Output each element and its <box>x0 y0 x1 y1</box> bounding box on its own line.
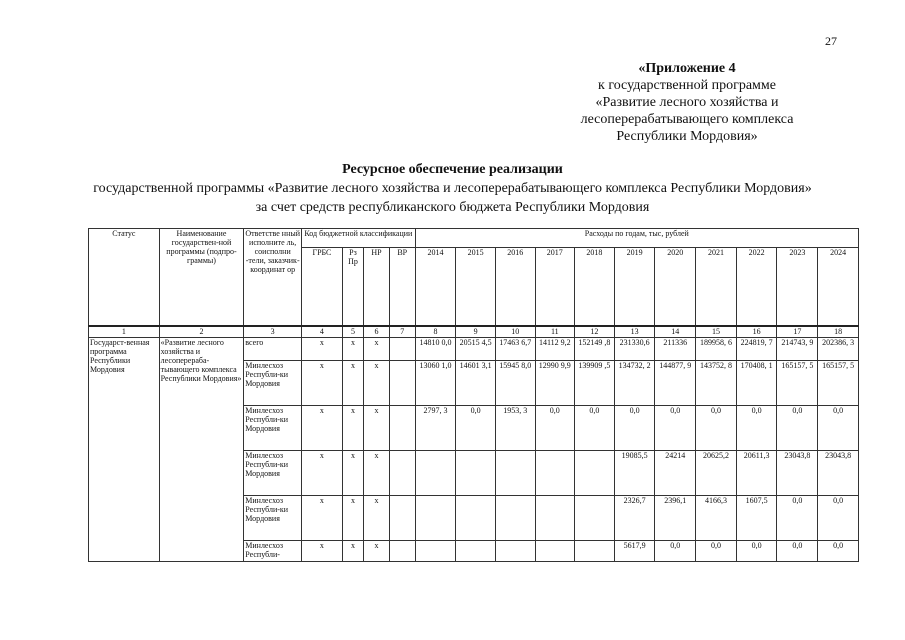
header-year: 2019 <box>614 248 655 327</box>
value-cell: 0,0 <box>575 406 615 451</box>
value-cell: 13060 1,0 <box>415 361 456 406</box>
appendix-line: «Развитие лесного хозяйства и <box>595 95 779 110</box>
code-cell: х <box>302 496 343 541</box>
column-number: 6 <box>364 326 390 338</box>
value-cell: 4166,3 <box>696 496 737 541</box>
value-cell: 14112 9,2 <box>535 338 575 361</box>
code-cell: х <box>302 406 343 451</box>
column-number: 3 <box>244 326 302 338</box>
value-cell: 143752, 8 <box>696 361 737 406</box>
code-cell: х <box>342 541 363 562</box>
appendix-line: Республики Мордовия» <box>616 129 758 144</box>
executor-cell: Минлесхоз Республи-ки Мордовия <box>244 361 302 406</box>
value-cell: 139909 ,5 <box>575 361 615 406</box>
page-number: 27 <box>825 34 837 48</box>
code-cell <box>389 338 415 361</box>
title-main: Ресурсное обеспечение реализации <box>342 162 563 177</box>
value-cell: 152149 ,8 <box>575 338 615 361</box>
value-cell <box>495 451 535 496</box>
header-year: 2022 <box>736 248 777 327</box>
value-cell <box>456 541 496 562</box>
appendix-block <box>537 60 837 145</box>
value-cell: 1953, 3 <box>495 406 535 451</box>
value-cell: 0,0 <box>456 406 496 451</box>
code-cell: х <box>364 361 390 406</box>
code-cell: х <box>364 451 390 496</box>
value-cell <box>415 541 456 562</box>
value-cell: 189958, 6 <box>696 338 737 361</box>
column-number: 4 <box>302 326 343 338</box>
title-line: государственной программы «Развитие лесного хозяйства и лесоперерабатывающего комплекса Республики Мордовия» <box>93 181 812 196</box>
code-cell <box>389 541 415 562</box>
code-cell: х <box>364 541 390 562</box>
value-cell: 2396,1 <box>655 496 696 541</box>
code-cell: х <box>342 496 363 541</box>
value-cell <box>415 496 456 541</box>
column-number: 8 <box>415 326 456 338</box>
code-cell: х <box>342 338 363 361</box>
code-cell <box>389 406 415 451</box>
value-cell <box>495 541 535 562</box>
header-code: ВР <box>389 248 415 327</box>
value-cell <box>456 496 496 541</box>
code-cell: х <box>342 361 363 406</box>
header-year: 2014 <box>415 248 456 327</box>
header-budget-code: Код бюджетной классификации <box>302 229 416 248</box>
value-cell: 0,0 <box>655 541 696 562</box>
header-year: 2016 <box>495 248 535 327</box>
executor-cell: Минлесхоз Республи- <box>244 541 302 562</box>
value-cell: 19085,5 <box>614 451 655 496</box>
appendix-title: «Приложение 4 <box>638 61 736 76</box>
column-number: 12 <box>575 326 615 338</box>
value-cell: 17463 6,7 <box>495 338 535 361</box>
header-year: 2023 <box>777 248 818 327</box>
value-cell <box>535 541 575 562</box>
value-cell: 12990 9,9 <box>535 361 575 406</box>
value-cell <box>535 496 575 541</box>
header-status: Статус <box>89 229 160 327</box>
header-code: НР <box>364 248 390 327</box>
header-year: 2020 <box>655 248 696 327</box>
appendix-line: к государственной программе <box>598 78 776 93</box>
value-cell: 23043,8 <box>818 451 859 496</box>
table-row <box>89 338 859 361</box>
header-year: 2018 <box>575 248 615 327</box>
value-cell <box>415 451 456 496</box>
executor-cell: всего <box>244 338 302 361</box>
value-cell: 20625,2 <box>696 451 737 496</box>
value-cell: 5617,9 <box>614 541 655 562</box>
column-number: 5 <box>342 326 363 338</box>
column-number: 7 <box>389 326 415 338</box>
code-cell: х <box>302 451 343 496</box>
code-cell: х <box>364 338 390 361</box>
value-cell <box>575 496 615 541</box>
status-cell: Государст-венная программа Республики Мордовия <box>89 338 160 562</box>
value-cell: 0,0 <box>696 406 737 451</box>
value-cell: 134732, 2 <box>614 361 655 406</box>
code-cell: х <box>302 541 343 562</box>
value-cell: 0,0 <box>535 406 575 451</box>
value-cell: 24214 <box>655 451 696 496</box>
value-cell: 0,0 <box>736 406 777 451</box>
code-cell: х <box>302 361 343 406</box>
value-cell <box>535 451 575 496</box>
table-body <box>89 229 859 562</box>
column-number: 9 <box>456 326 496 338</box>
code-cell <box>389 496 415 541</box>
column-number: 17 <box>777 326 818 338</box>
program-cell: «Развитие лесного хозяйства и лесоперераба-тывающего комплекса Республики Мордовия» <box>159 338 244 562</box>
value-cell: 0,0 <box>818 496 859 541</box>
column-numbers-row <box>89 326 859 338</box>
header-code: ГРБС <box>302 248 343 327</box>
code-cell: х <box>302 338 343 361</box>
value-cell: 20515 4,5 <box>456 338 496 361</box>
column-number: 16 <box>736 326 777 338</box>
value-cell: 0,0 <box>777 541 818 562</box>
value-cell: 144877, 9 <box>655 361 696 406</box>
header-year: 2017 <box>535 248 575 327</box>
value-cell: 1607,5 <box>736 496 777 541</box>
column-number: 10 <box>495 326 535 338</box>
code-cell: х <box>342 406 363 451</box>
header-program-name: Наименование государствен-ной программы (подпро-граммы) <box>159 229 244 327</box>
value-cell <box>575 451 615 496</box>
column-number: 15 <box>696 326 737 338</box>
code-cell: х <box>342 451 363 496</box>
title-line: за счет средств республиканского бюджета Республики Мордовия <box>255 200 650 215</box>
header-code: Рз Пр <box>342 248 363 327</box>
value-cell: 224819, 7 <box>736 338 777 361</box>
code-cell: х <box>364 496 390 541</box>
value-cell: 0,0 <box>655 406 696 451</box>
header-year: 2024 <box>818 248 859 327</box>
column-number: 13 <box>614 326 655 338</box>
value-cell: 0,0 <box>777 406 818 451</box>
value-cell: 170408, 1 <box>736 361 777 406</box>
value-cell: 0,0 <box>818 541 859 562</box>
value-cell: 0,0 <box>614 406 655 451</box>
document-title <box>0 160 905 217</box>
value-cell: 14810 0,0 <box>415 338 456 361</box>
executor-cell: Минлесхоз Республи-ки Мордовия <box>244 451 302 496</box>
column-number: 1 <box>89 326 160 338</box>
value-cell: 0,0 <box>736 541 777 562</box>
column-number: 2 <box>159 326 244 338</box>
value-cell: 214743, 9 <box>777 338 818 361</box>
code-cell <box>389 451 415 496</box>
value-cell: 20611,3 <box>736 451 777 496</box>
value-cell: 0,0 <box>818 406 859 451</box>
code-cell <box>389 361 415 406</box>
appendix-line: лесоперерабатывающего комплекса <box>580 112 794 127</box>
value-cell: 0,0 <box>777 496 818 541</box>
executor-cell: Минлесхоз Республи-ки Мордовия <box>244 406 302 451</box>
column-number: 18 <box>818 326 859 338</box>
value-cell <box>575 541 615 562</box>
value-cell: 231330,6 <box>614 338 655 361</box>
value-cell: 14601 3,1 <box>456 361 496 406</box>
header-year: 2015 <box>456 248 496 327</box>
value-cell: 165157, 5 <box>818 361 859 406</box>
value-cell: 211336 <box>655 338 696 361</box>
column-number: 14 <box>655 326 696 338</box>
value-cell: 2797, 3 <box>415 406 456 451</box>
value-cell: 0,0 <box>696 541 737 562</box>
value-cell: 165157, 5 <box>777 361 818 406</box>
value-cell: 202386, 3 <box>818 338 859 361</box>
header-row <box>89 229 859 248</box>
value-cell: 23043,8 <box>777 451 818 496</box>
header-expenses: Расходы по годам, тыс, рублей <box>415 229 858 248</box>
resource-table <box>88 228 859 562</box>
value-cell <box>456 451 496 496</box>
column-number: 11 <box>535 326 575 338</box>
value-cell <box>495 496 535 541</box>
header-year: 2021 <box>696 248 737 327</box>
code-cell: х <box>364 406 390 451</box>
value-cell: 2326,7 <box>614 496 655 541</box>
header-executor: Ответстве нный исполните ль, соисполни -тели, заказчик-координат ор <box>244 229 302 327</box>
value-cell: 15945 8,0 <box>495 361 535 406</box>
executor-cell: Минлесхоз Республи-ки Мордовия <box>244 496 302 541</box>
